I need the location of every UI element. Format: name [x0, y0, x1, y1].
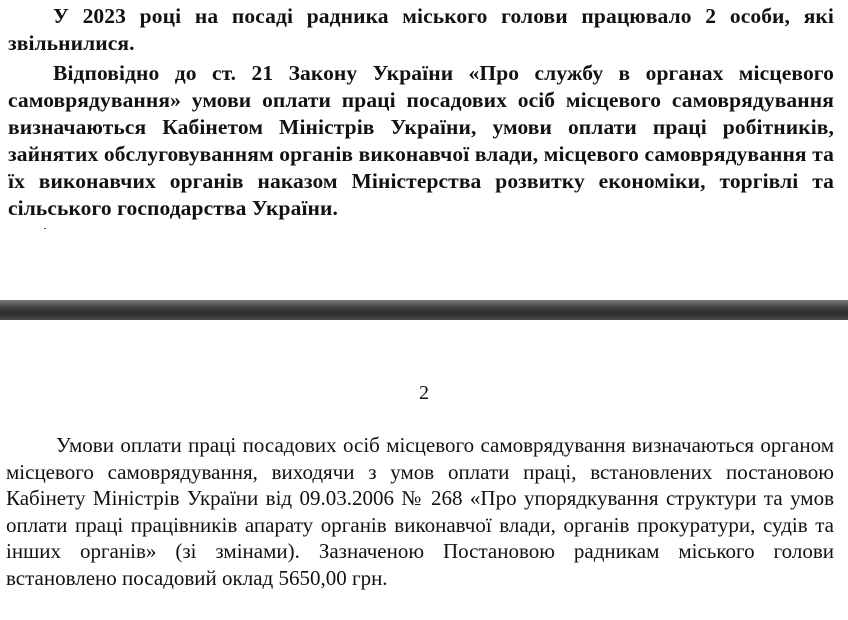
scan-artifact	[44, 228, 46, 229]
paragraph-advisers-count: У 2023 році на посаді радника міського голови працювало 2 особи, які звільнилися.	[8, 4, 834, 55]
paragraph-law-reference: Відповідно до ст. 21 Закону України «Про службу в органах місцевого самоврядування» умови оплати праці посадових осіб місцевого самоврядування визначаються Кабінетом Міністрів України, умови оплати праці робітників, зайнятих обслуговуванням органів виконавчої влади, місцевого самоврядування та їх виконавчих органів наказом Міністерства розвитку економіки, торгівлі та сільського господарства України.	[8, 61, 834, 220]
page-number: 2	[419, 382, 429, 404]
document-page-bottom	[0, 320, 848, 620]
document-page-top	[0, 0, 848, 300]
page-separator	[0, 300, 848, 320]
paragraph-salary-conditions: Умови оплати праці посадових осіб місцевого самоврядування визначаються органом місцевого самоврядування, виходячи з умов оплати праці, встановлених постановою Кабінету Міністрів України від 09.03.2006 № 268 «Про упорядкування структури та умов оплати праці працівників апарату органів виконавчої влади, органів прокуратури, судів та інших органів» (зі змінами). Зазначеною Постановою радникам міського голови встановлено посадовий оклад 5650,00 грн.	[6, 433, 834, 590]
